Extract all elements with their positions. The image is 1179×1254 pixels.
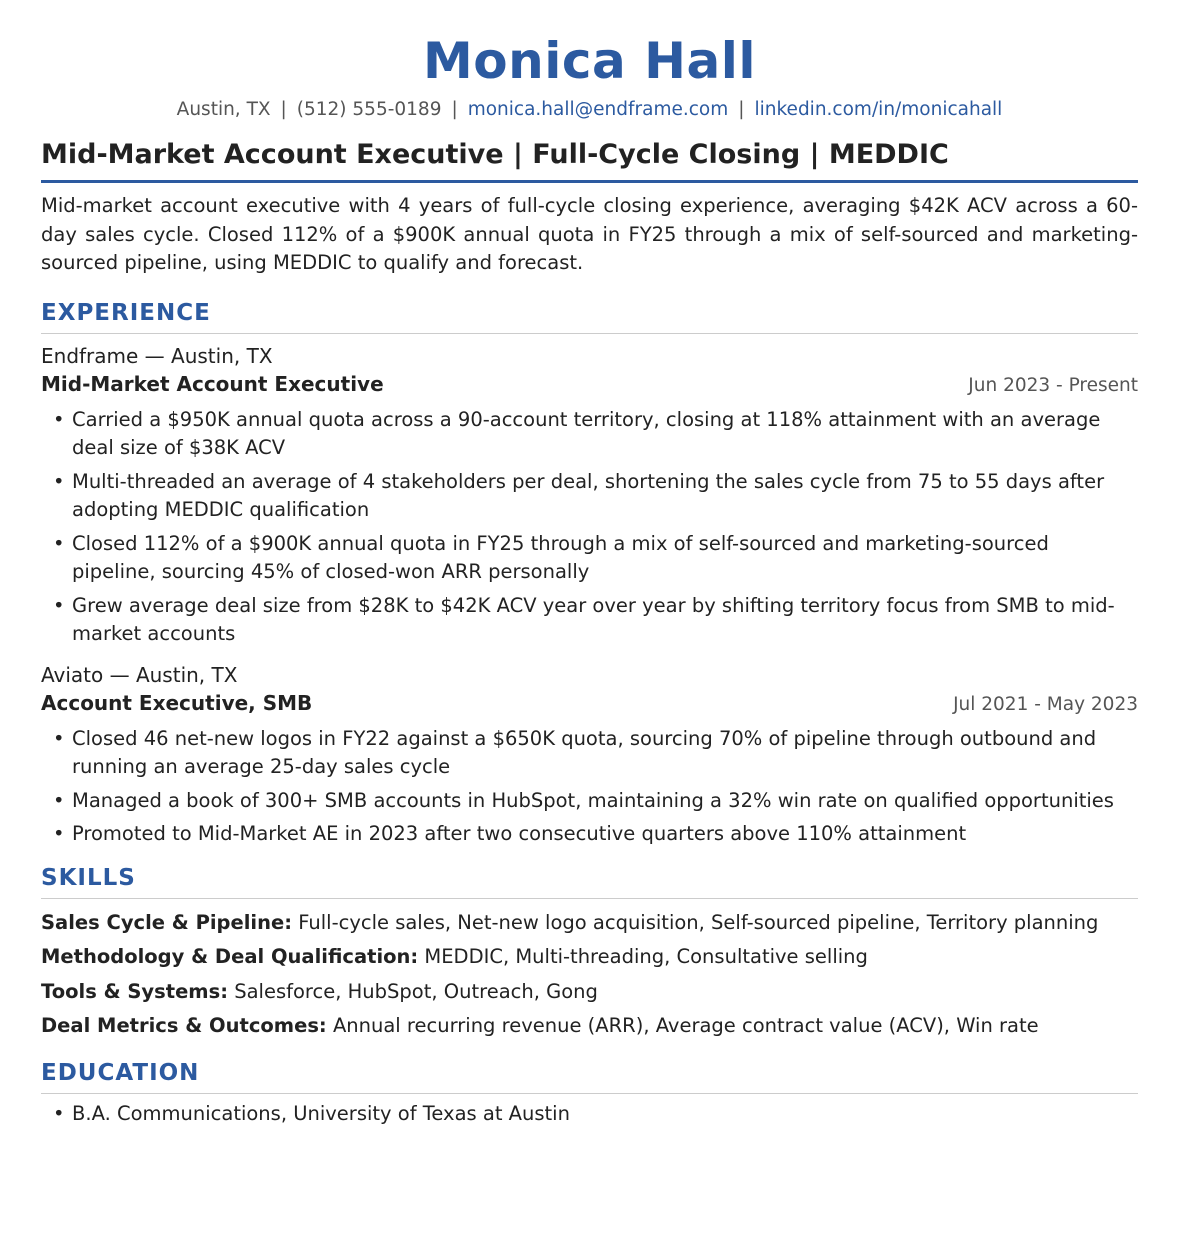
bullet-item xyxy=(41,787,1138,816)
bullet-item xyxy=(41,406,1138,463)
bullet-text: Promoted to Mid-Market AE in 2023 after two consecutive quarters above 110% attainment xyxy=(72,822,967,845)
skill-label: Tools & Systems: xyxy=(41,979,229,1003)
location: Austin, TX xyxy=(176,99,271,120)
bullet-text: Carried a $950K annual quota across a 90-account territory, closing at 118% attainment with an average deal size of $38K ACV xyxy=(72,407,1101,459)
skill-label: Sales Cycle & Pipeline: xyxy=(41,910,293,934)
bullet-glyph: • xyxy=(53,726,65,750)
education-item xyxy=(41,1100,1138,1129)
bullet-glyph: • xyxy=(53,1101,65,1125)
bullet-item xyxy=(41,725,1138,782)
role-row xyxy=(41,689,1138,719)
skill-value: MEDDIC, Multi-threading, Consultative selling xyxy=(424,945,868,968)
bullet-glyph: • xyxy=(53,822,65,845)
skill-value: Annual recurring revenue (ARR), Average contract value (ACV), Win rate xyxy=(332,1014,1039,1037)
bullet-glyph: • xyxy=(53,593,65,617)
bullet-item xyxy=(41,820,1138,849)
skill-value: Full-cycle sales, Net-new logo acquisition, Self-sourced pipeline, Territory planning xyxy=(298,910,1099,934)
contact-separator: | xyxy=(280,99,287,120)
bullet-list xyxy=(41,406,1138,649)
skill-label: Methodology & Deal Qualification: xyxy=(41,945,419,968)
skills-list xyxy=(41,909,1138,1041)
job-entry xyxy=(41,661,1138,849)
education-list xyxy=(41,1100,1138,1129)
bullet-list xyxy=(41,725,1138,849)
bullet-item xyxy=(41,592,1138,649)
bullet-glyph: • xyxy=(53,531,65,555)
role-title: Account Executive, SMB xyxy=(41,690,313,715)
education-section-title: EDUCATION xyxy=(41,1058,1138,1094)
job-entry xyxy=(41,342,1138,649)
bullet-text: Multi-threaded an average of 4 stakeholders per deal, shortening the sales cycle from 75 to 55 days after adopting MEDDIC qualification xyxy=(72,469,1105,521)
bullet-text: Grew average deal size from $28K to $42K ACV year over year by shifting territory focus from SMB to mid-market accounts xyxy=(72,593,1115,645)
skill-row xyxy=(41,943,1138,972)
job-dates: Jun 2023 - Present xyxy=(968,374,1138,396)
skill-row xyxy=(41,978,1138,1007)
bullet-text: Managed a book of 300+ SMB accounts in HubSpot, maintaining a 32% win rate on qualified opportunities xyxy=(72,788,1114,812)
contact-line xyxy=(41,97,1138,123)
headline: Mid-Market Account Executive | Full-Cycle Closing | MEDDIC xyxy=(41,137,1138,183)
education-text: B.A. Communications, University of Texas at Austin xyxy=(72,1101,570,1125)
experience-section-title: EXPERIENCE xyxy=(41,298,1138,334)
bullet-item xyxy=(41,530,1138,587)
role-row xyxy=(41,370,1138,400)
summary: Mid-market account executive with 4 years of full-cycle closing experience, averaging $42K ACV across a 60-day sales cycle. Closed 112% of a $900K annual quota in FY25 through a mix of self-sourced and marketing-sourced pipeline, using MEDDIC to qualify and forecast. xyxy=(41,194,1138,274)
skill-label: Deal Metrics & Outcomes: xyxy=(41,1014,327,1037)
job-dates: Jul 2021 - May 2023 xyxy=(953,693,1138,715)
skills-section-title: SKILLS xyxy=(41,863,1138,899)
bullet-glyph: • xyxy=(53,469,65,493)
skill-value: Salesforce, HubSpot, Outreach, Gong xyxy=(234,979,598,1003)
linkedin-link[interactable]: linkedin.com/in/monicahall xyxy=(754,99,1003,120)
company: Aviato — Austin, TX xyxy=(41,662,238,687)
role-title: Mid-Market Account Executive xyxy=(41,371,384,396)
bullet-glyph: • xyxy=(53,788,65,812)
contact-separator: | xyxy=(451,99,458,120)
bullet-text: Closed 46 net-new logos in FY22 against a $650K quota, sourcing 70% of pipeline through outbound and running an average 25-day sales cycle xyxy=(72,726,1097,778)
skill-row xyxy=(41,909,1138,938)
email-link[interactable]: monica.hall@endframe.com xyxy=(467,99,729,120)
bullet-glyph: • xyxy=(53,407,65,431)
skill-row xyxy=(41,1012,1138,1041)
bullet-text: Closed 112% of a $900K annual quota in FY25 through a mix of self-sourced and marketing-sourced pipeline, sourcing 45% of closed-won ARR personally xyxy=(72,531,1049,583)
candidate-name: Monica Hall xyxy=(423,32,756,90)
contact-separator: | xyxy=(738,99,745,120)
company: Endframe — Austin, TX xyxy=(41,343,273,368)
bullet-item xyxy=(41,468,1138,525)
phone: (512) 555-0189 xyxy=(296,99,442,120)
